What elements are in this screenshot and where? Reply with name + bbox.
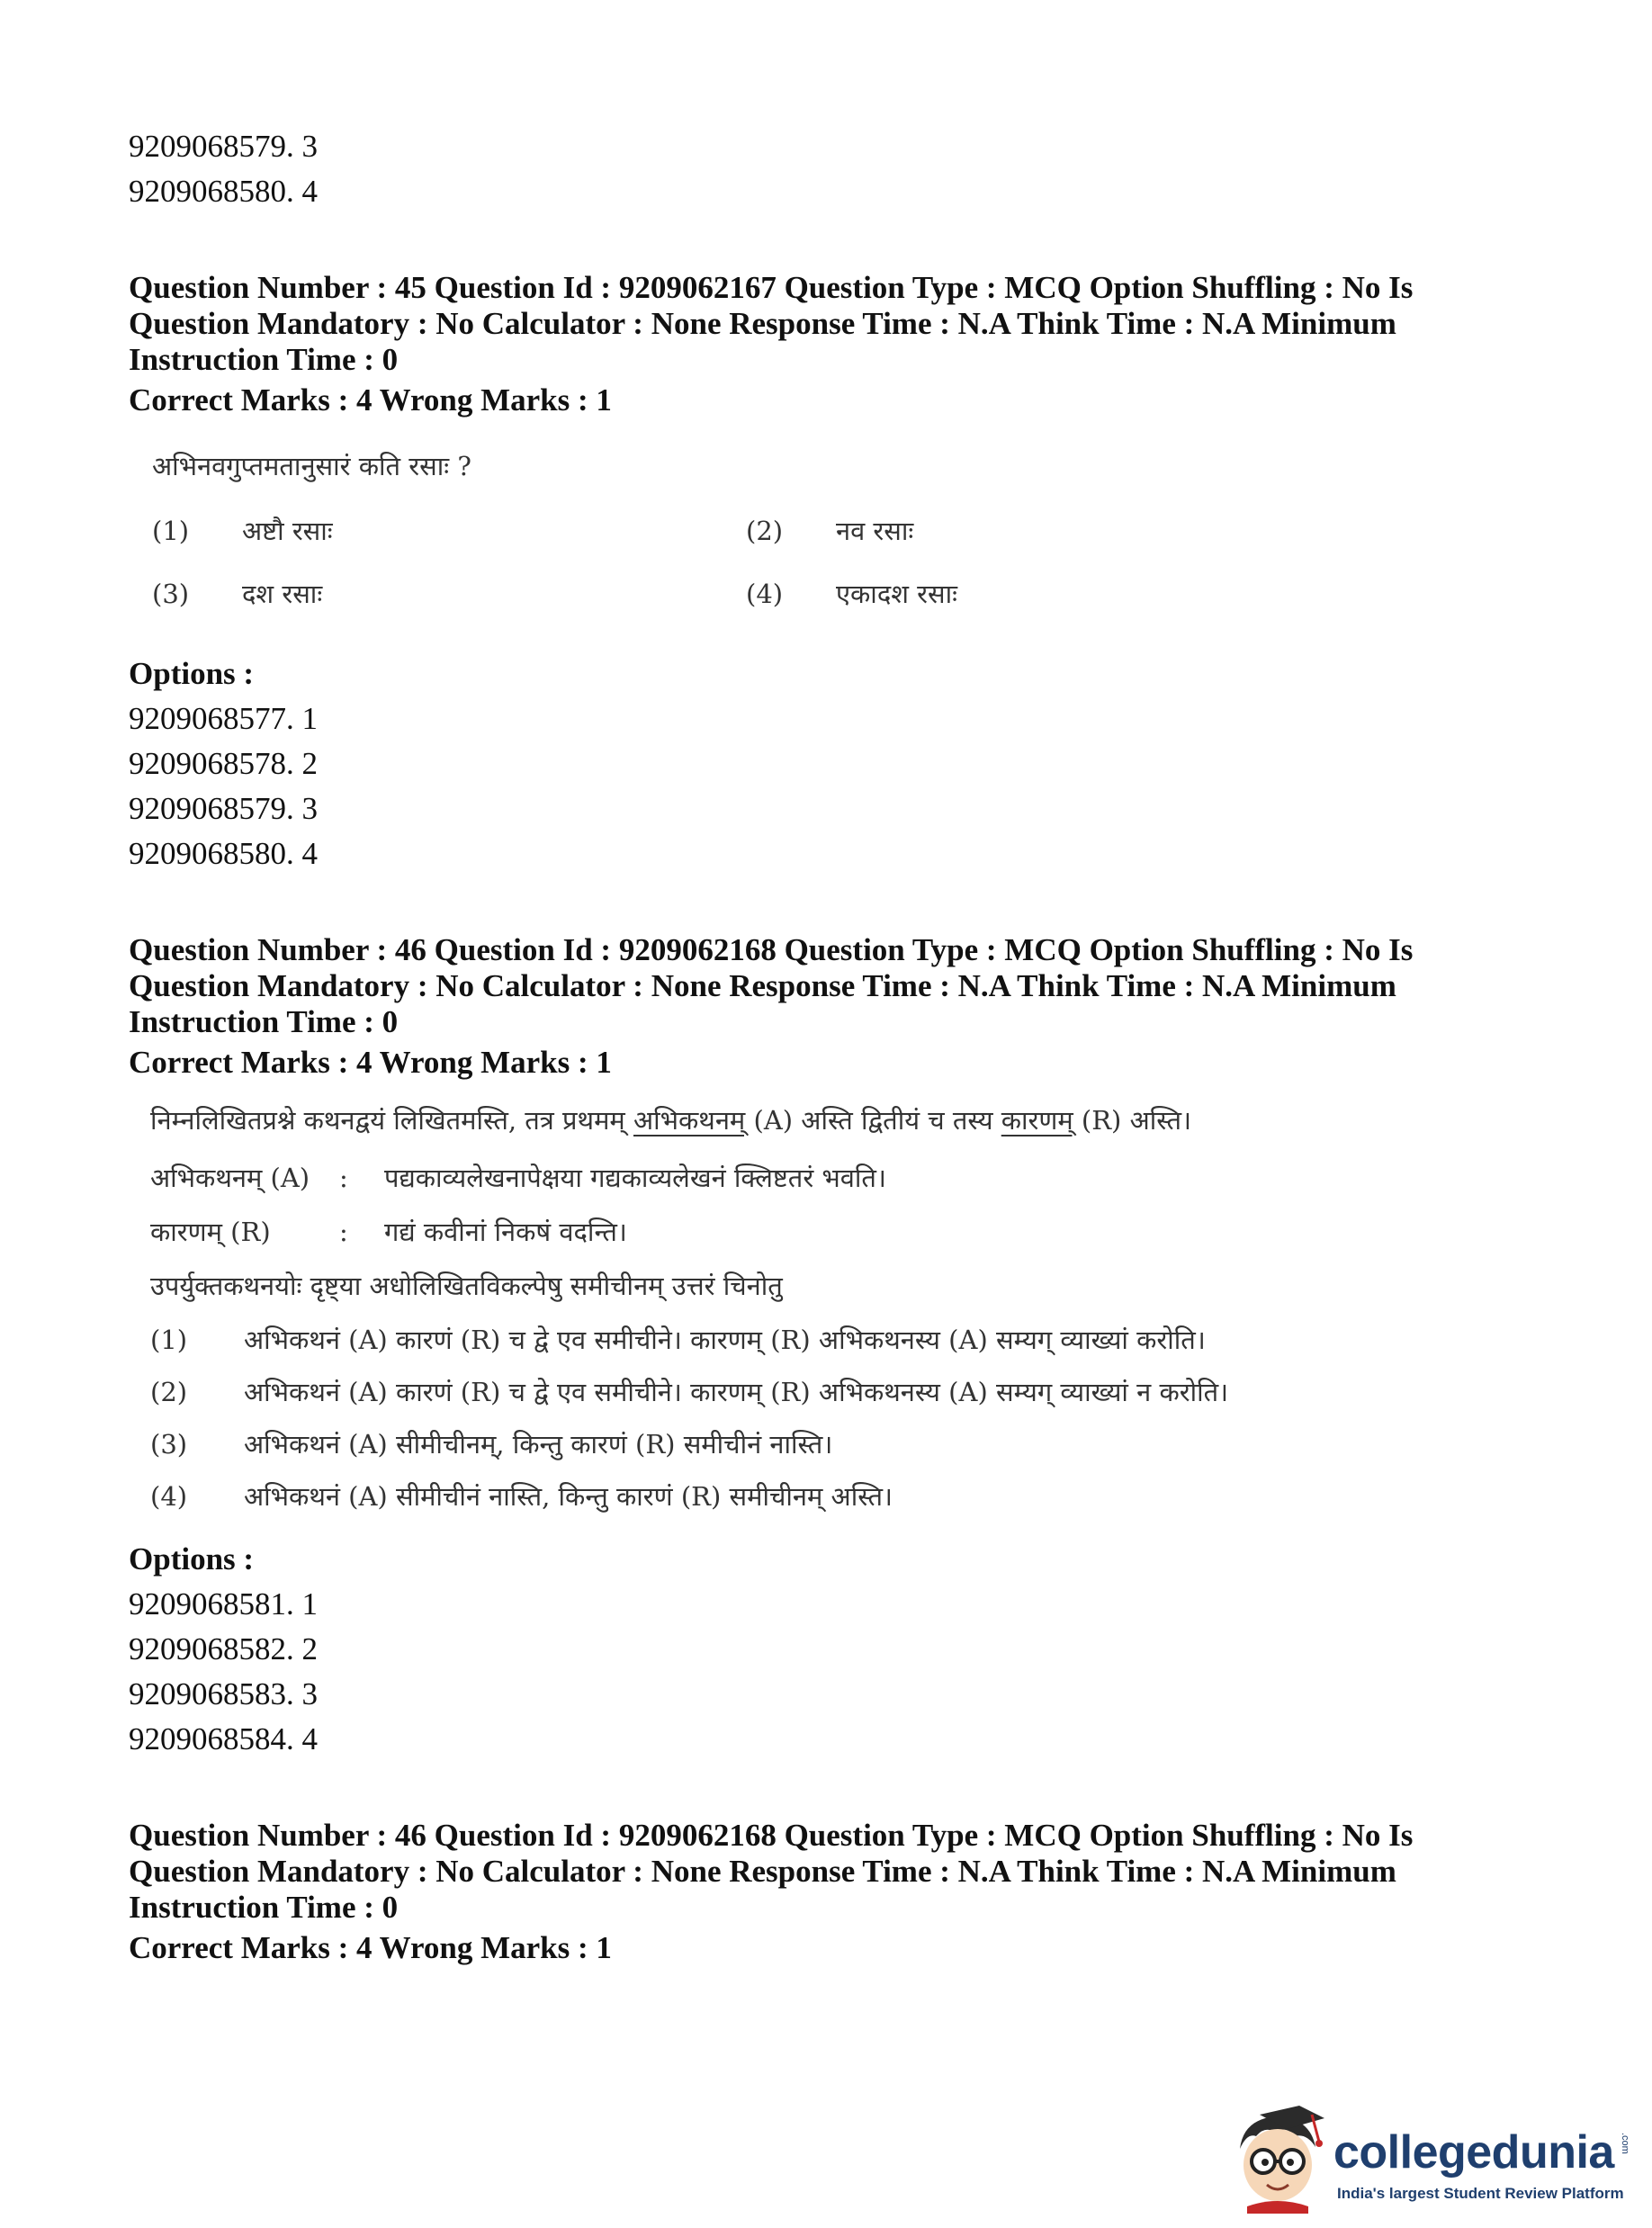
- choice-number: (1): [152, 516, 190, 546]
- instruction-text: उपर्युक्तकथनयोः दृष्ट्या अधोलिखितविकल्पेषु समीचीनम् उत्तरं चिनोतु: [150, 1271, 783, 1301]
- choice-text: अभिकथनं (A) सीमीचीनम्, किन्तु कारणं (R) समीचीनं नास्ति।: [244, 1429, 833, 1460]
- stem-underlined-term: कारणम्: [1001, 1105, 1073, 1136]
- marks-line: Correct Marks : 4 Wrong Marks : 1: [129, 382, 612, 418]
- choice-number: (4): [150, 1481, 188, 1512]
- choice-number: (3): [152, 579, 190, 609]
- question-stem: अभिनवगुप्तमतानुसारं कति रसाः ?: [152, 451, 471, 481]
- question-stem: [150, 1101, 1532, 1139]
- choice-number: (2): [746, 516, 784, 546]
- stem-text: निम्नलिखितप्रश्ने कथनद्वयं लिखितमस्ति, तत्र प्रथमम्: [150, 1105, 633, 1136]
- choice-item: [152, 513, 746, 549]
- student-mascot-icon: [1224, 2106, 1332, 2214]
- stem-text: (A) अस्ति द्वितीयं च तस्य: [745, 1105, 1001, 1136]
- choice-text: एकादश रसाः: [836, 579, 957, 609]
- choice-text: अभिकथनं (A) सीमीचीनं नास्ति, किन्तु कारणं (R) समीचीनम् अस्ति।: [244, 1481, 893, 1512]
- options-heading: Options :: [129, 656, 255, 691]
- marks-line: Correct Marks : 4 Wrong Marks : 1: [129, 1930, 612, 1965]
- question-meta-line: Question Number : 45 Question Id : 9209062167 Question Type : MCQ Option Shuffling : No Is: [129, 270, 1414, 305]
- option-line: 9209068578. 2: [129, 746, 318, 781]
- question-meta-line: Question Mandatory : No Calculator : None Response Time : N.A Think Time : N.A Minimum: [129, 306, 1396, 341]
- reason-row: [150, 1213, 1532, 1251]
- reason-text: गद्यं कवीनां निकषं वदन्ति।: [384, 1217, 627, 1247]
- stem-text: (R) अस्ति।: [1073, 1105, 1192, 1136]
- option-line: 9209068584. 4: [129, 1721, 318, 1756]
- choice-item: [152, 576, 746, 612]
- question-meta-line: Question Number : 46 Question Id : 9209062168 Question Type : MCQ Option Shuffling : No Is: [129, 932, 1414, 967]
- question-meta-line: Instruction Time : 0: [129, 1004, 399, 1039]
- option-line: 9209068580. 4: [129, 174, 318, 209]
- option-line: 9209068582. 2: [129, 1631, 318, 1667]
- choice-text: अष्टौ रसाः: [242, 516, 333, 546]
- marks-line: Correct Marks : 4 Wrong Marks : 1: [129, 1045, 612, 1080]
- question-meta-line: Question Mandatory : No Calculator : None Response Time : N.A Think Time : N.A Minimum: [129, 968, 1396, 1003]
- question-image: [150, 1101, 1532, 1515]
- option-line: 9209068579. 3: [129, 129, 318, 164]
- option-line: 9209068580. 4: [129, 836, 318, 871]
- choice-text: नव रसाः: [836, 516, 914, 546]
- question-45: [129, 270, 1532, 876]
- brand-domain: .com: [1620, 2133, 1630, 2154]
- choice-item: [746, 513, 1106, 549]
- question-46: [129, 932, 1532, 1762]
- choice-item: [150, 1321, 1532, 1359]
- option-line: 9209068579. 3: [129, 791, 318, 826]
- stem-underlined-term: अभिकथनम्: [633, 1105, 746, 1136]
- collegedunia-logo[interactable]: [1224, 2106, 1638, 2214]
- question-image: [152, 448, 1532, 612]
- option-line: 9209068577. 1: [129, 701, 318, 736]
- choice-text: अभिकथनं (A) कारणं (R) च द्वे एव समीचीने। कारणम् (R) अभिकथनस्य (A) सम्यग् व्याख्यां करोति।: [244, 1325, 1206, 1355]
- choice-number: (3): [150, 1429, 188, 1460]
- choice-number: (1): [150, 1325, 188, 1355]
- options-heading: Options :: [129, 1541, 255, 1577]
- brand-tagline: India's largest Student Review Platform: [1337, 2185, 1624, 2202]
- option-line: 9209068581. 1: [129, 1586, 318, 1622]
- question-meta-line: Instruction Time : 0: [129, 1890, 399, 1925]
- separator-colon: :: [339, 1217, 348, 1247]
- choice-text: दश रसाः: [242, 579, 323, 609]
- option-line: 9209068583. 3: [129, 1676, 318, 1711]
- question-meta-line: Question Mandatory : No Calculator : None Response Time : N.A Think Time : N.A Minimum: [129, 1854, 1396, 1889]
- assertion-label: अभिकथनम् (A): [150, 1163, 310, 1193]
- choice-number: (4): [746, 579, 784, 609]
- separator-colon: :: [339, 1163, 348, 1193]
- brand-name: collegedunia: [1333, 2126, 1614, 2179]
- question-meta-line: Instruction Time : 0: [129, 342, 399, 377]
- choice-grid: [152, 513, 1532, 612]
- choice-text: अभिकथनं (A) कारणं (R) च द्वे एव समीचीने। कारणम् (R) अभिकथनस्य (A) सम्यग् व्याख्यां न करोति।: [244, 1377, 1229, 1407]
- document-page: [129, 124, 1532, 1971]
- choice-number: (2): [150, 1377, 188, 1407]
- assertion-row: [150, 1159, 1532, 1197]
- question-meta-line: Question Number : 46 Question Id : 9209062168 Question Type : MCQ Option Shuffling : No Is: [129, 1818, 1414, 1853]
- choice-item: [150, 1373, 1532, 1411]
- choice-item: [150, 1425, 1532, 1463]
- reason-label: कारणम् (R): [150, 1217, 271, 1247]
- question-46-repeat: [129, 1818, 1532, 1971]
- choice-item: [150, 1478, 1532, 1515]
- assertion-text: पद्यकाव्यलेखनापेक्षया गद्यकाव्यलेखनं क्लिष्टतरं भवति।: [384, 1163, 886, 1193]
- choice-item: [746, 576, 1106, 612]
